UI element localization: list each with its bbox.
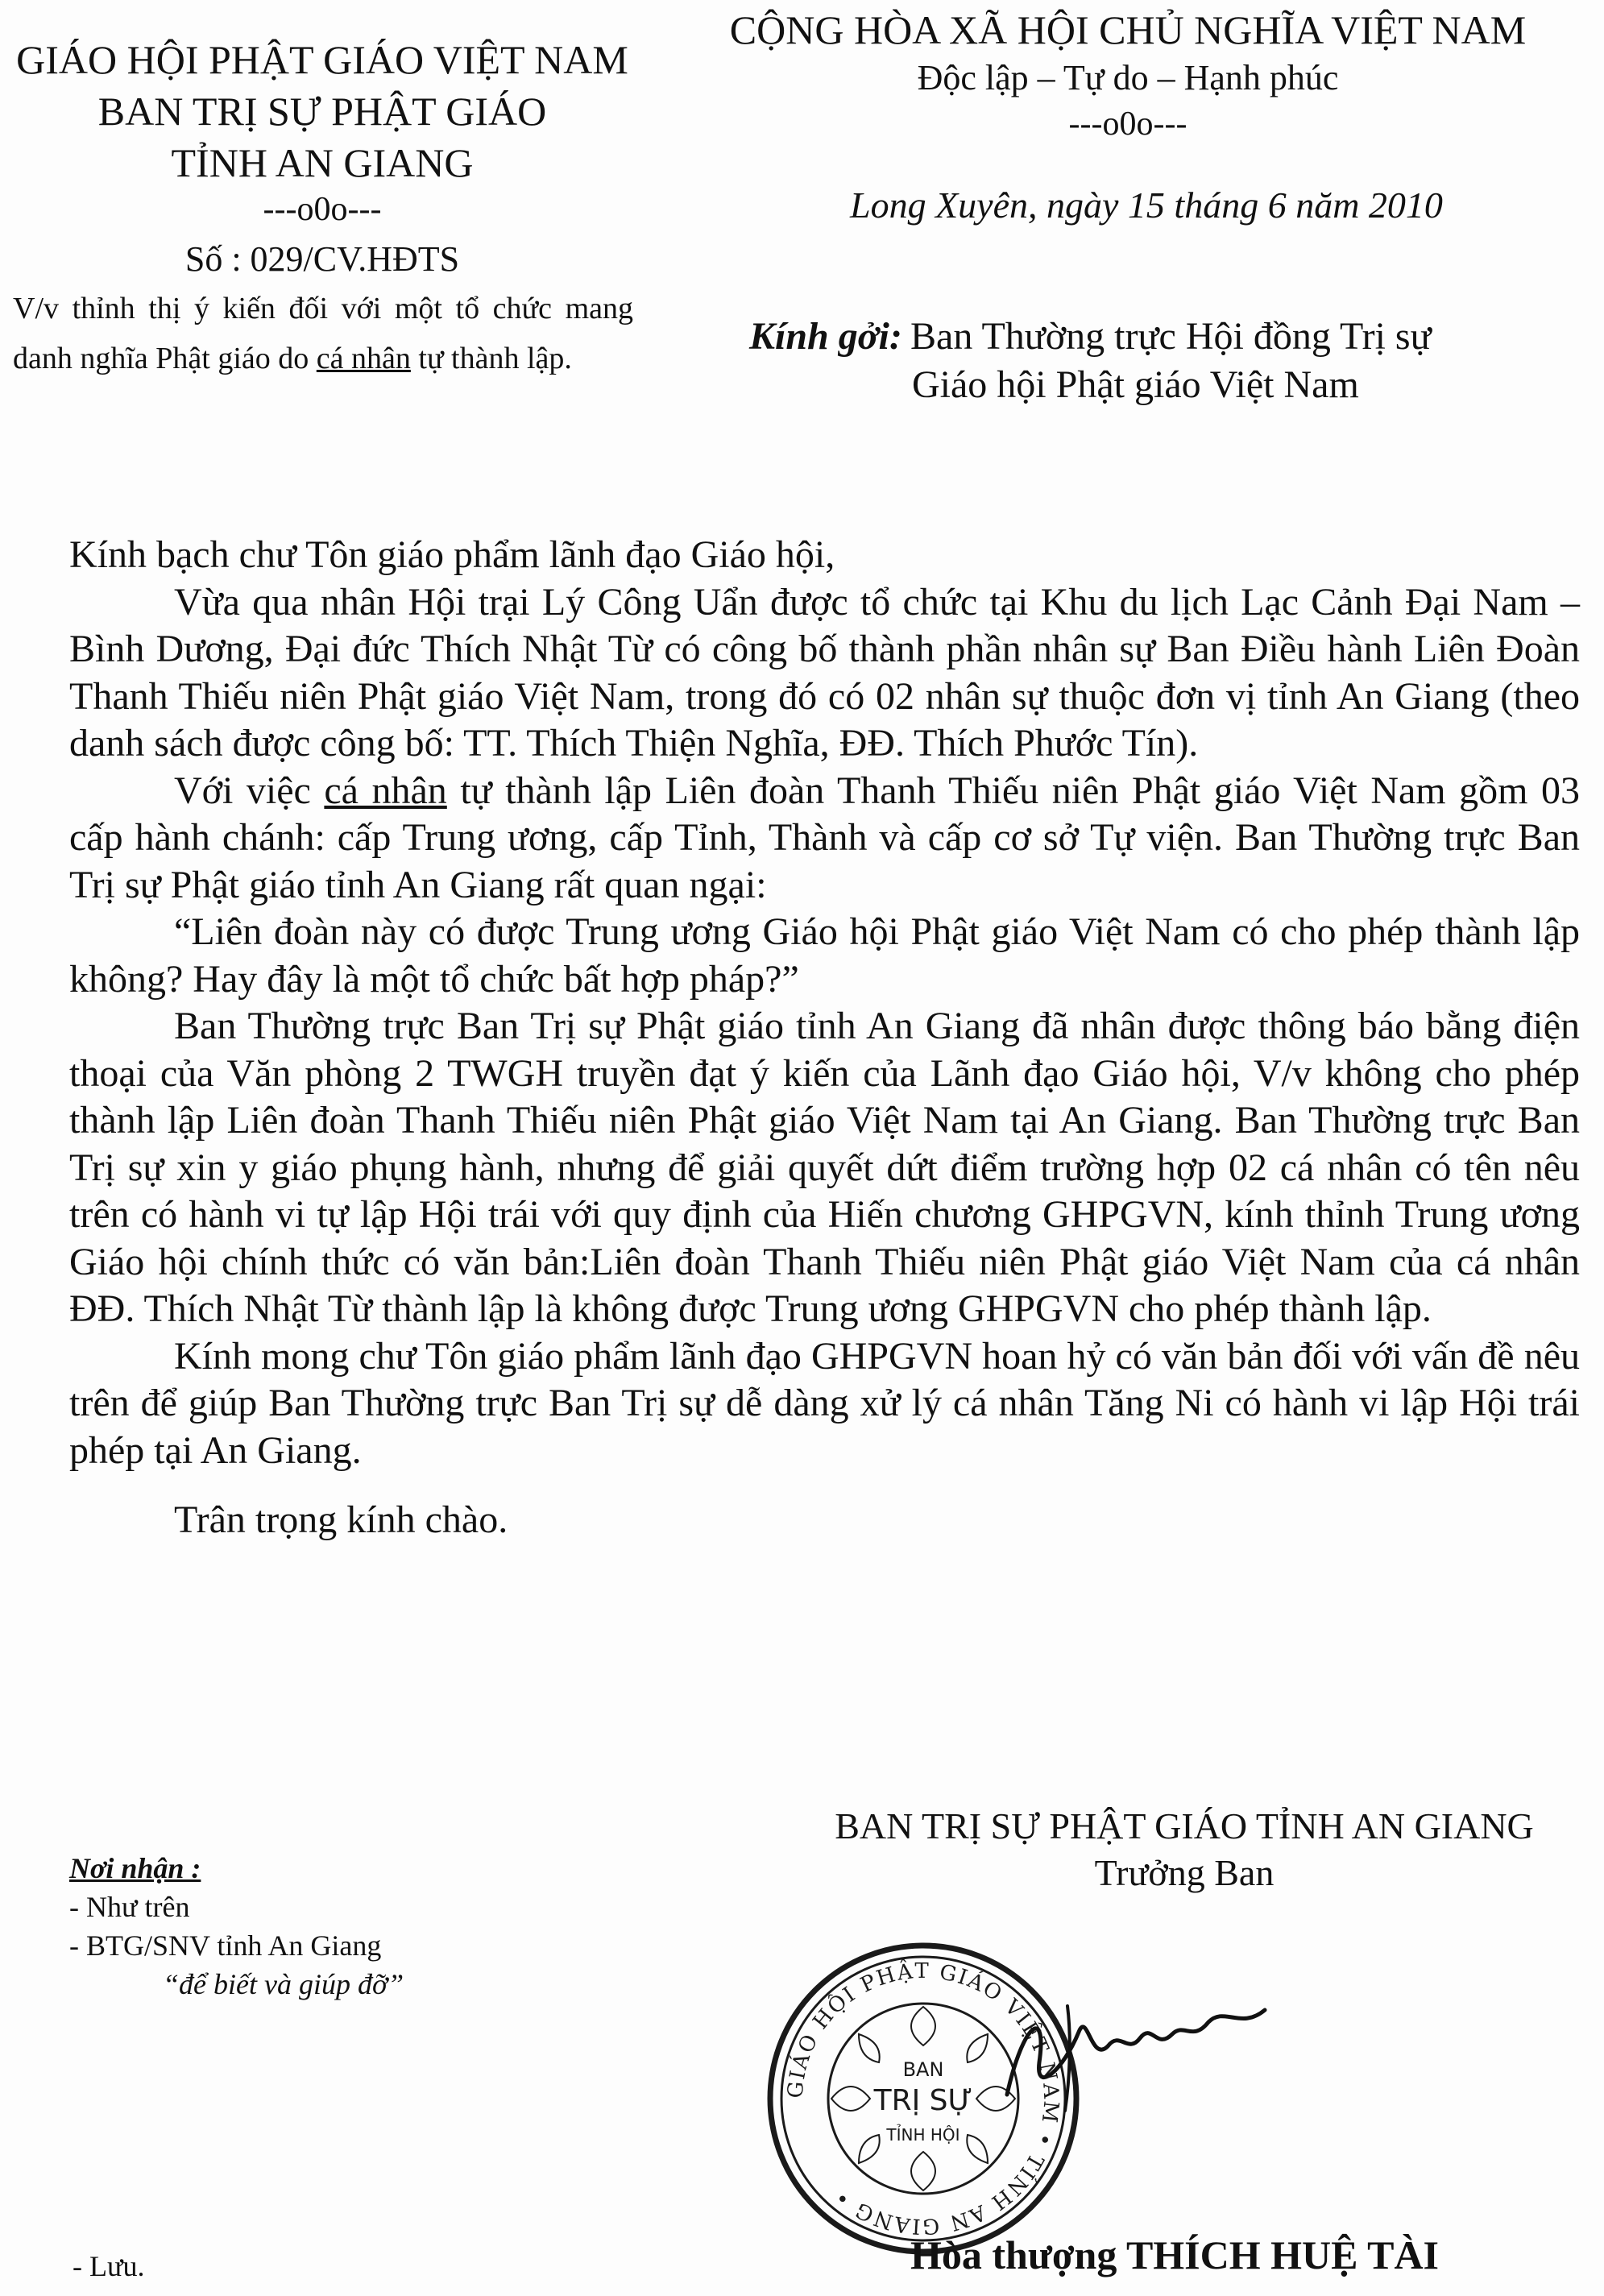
paragraph-2 xyxy=(69,768,1580,910)
addressee-line-2: Giáo hội Phật giáo Việt Nam xyxy=(912,363,1359,406)
seal-center-line-1: BAN xyxy=(902,2058,944,2081)
paragraph-5: Kính mong chư Tôn giáo phẩm lãnh đạo GHPGVN hoan hỷ có văn bản đối với vấn đề nêu trên để giúp Ban Thường trực Ban Trị sự dễ dàng xử lý cá nhân Tăng Ni có hành vi lập Hội trái phép tại An Giang. xyxy=(69,1334,1580,1472)
paragraph-2-underlined: cá nhân xyxy=(324,769,447,812)
paragraph-4: Ban Thường trực Ban Trị sự Phật giáo tỉnh An Giang đã nhân được thông báo bằng điện thoại của Văn phòng 2 TWGH truyền đạt ý kiến của Lãnh đạo Giáo hội, V/v không cho phép thành lập Liên đoàn Thanh Thiếu niên Phật giáo Việt Nam tại An Giang. Ban Thường trực Ban Trị sự xin y giáo phụng hành, nhưng để giải quyết dứt điểm trường hợp 02 cá nhân có tên nêu trên có hành vi tự lập Hội trái với quy định của Hiến chương GHPGVN, kính thỉnh Trung ương Giáo hội chính thức có văn bản:Liên đoàn Thanh Thiếu niên Phật giáo Việt Nam của cá nhân ĐĐ. Thích Nhật Từ thành lập là không được Trung ương GHPGVN cho phép thành lập. xyxy=(69,1005,1580,1330)
org-line-1: GIÁO HỘI PHẬT GIÁO VIỆT NAM xyxy=(16,37,628,82)
document-date: Long Xuyên, ngày 15 tháng 6 năm 2010 xyxy=(850,184,1443,226)
signatory-name: Hòa thượng THÍCH HUỆ TÀI xyxy=(910,2232,1440,2277)
document-number: Số : 029/CV.HĐTS xyxy=(184,239,460,279)
national-motto: Độc lập – Tự do – Hạnh phúc xyxy=(917,58,1339,97)
handwritten-signature xyxy=(991,1974,1281,2119)
addressee-line-1: Ban Thường trực Hội đồng Trị sự xyxy=(910,315,1432,358)
country-name: CỘNG HÒA XÃ HỘI CHỦ NGHĨA VIỆT NAM xyxy=(729,7,1527,52)
distribution-title: Nơi nhận : xyxy=(69,1852,201,1884)
subject-text-1: V/v thỉnh thị ý kiến đối với một tổ chức mang danh nghĩa Phật giáo do xyxy=(13,292,633,375)
salutation: Kính bạch chư Tôn giáo phẩm lãnh đạo Giáo hội, xyxy=(69,533,835,576)
seal-center-line-2: TRỊ SỰ xyxy=(873,2084,973,2117)
signing-organization: BAN TRỊ SỰ PHẬT GIÁO TỈNH AN GIANG xyxy=(835,1805,1534,1846)
closing: Trân trọng kính chào. xyxy=(174,1498,508,1541)
seal-center-line-3: TỈNH HỘI xyxy=(886,2125,960,2145)
paragraph-2-text-b: tự thành lập Liên đoàn Thanh Thiếu niên Phật giáo Việt Nam gồm 03 cấp hành chánh: cấp Trung ương, cấp Tỉnh, Thành và cấp cơ sở Tự viện. Ban Thường trực Ban Trị sự Phật giáo tỉnh An Giang rất quan ngại: xyxy=(69,769,1580,906)
distribution-item-2: - BTG/SNV tỉnh An Giang xyxy=(69,1929,382,1962)
subject-text-2: tự thành lập. xyxy=(410,342,572,375)
seal-ring-text: GIÁO HỘI PHẬT GIÁO VIỆT NAM • TỈNH AN GIANG • xyxy=(783,1958,1063,2239)
archive-note: - Lưu. xyxy=(73,2250,145,2282)
paragraph-2-text-a: Với việc xyxy=(174,769,325,812)
signing-position: Trưởng Ban xyxy=(1094,1852,1274,1893)
distribution-list xyxy=(69,1849,404,2004)
addressee-block xyxy=(749,313,1432,409)
org-line-2: BAN TRỊ SỰ PHẬT GIÁO xyxy=(97,89,547,134)
distribution-item-1: - Như trên xyxy=(69,1891,190,1923)
letter-body xyxy=(69,532,1580,1544)
org-separator: ---o0o--- xyxy=(263,191,382,228)
distribution-note: “để biết và giúp đỡ” xyxy=(163,1968,404,2000)
org-line-3: TỈNH AN GIANG xyxy=(171,140,474,185)
signing-authority xyxy=(790,1803,1579,1896)
subject-underlined: cá nhân xyxy=(316,342,411,375)
paragraph-3-quote: “Liên đoàn này có được Trung ương Giáo hội Phật giáo Việt Nam có cho phép thành lập không? Hay đây là một tổ chức bất hợp pháp?” xyxy=(69,910,1580,1001)
paragraph-1: Vừa qua nhân Hội trại Lý Công Uẩn được tổ chức tại Khu du lịch Lạc Cảnh Đại Nam – Bình Dương, Đại đức Thích Nhật Từ có công bố thành phần nhân sự Ban Điều hành Liên Đoàn Thanh Thiếu niên Phật giáo Việt Nam, trong đó có 02 nhân sự thuộc đơn vị tỉnh An Giang (theo danh sách được công bố: TT. Thích Thiện Nghĩa, ĐĐ. Thích Phước Tín). xyxy=(69,580,1580,765)
national-header xyxy=(677,6,1579,145)
addressee-label: Kính gởi: xyxy=(749,315,902,358)
subject-line xyxy=(13,284,633,383)
motto-separator: ---o0o--- xyxy=(1068,106,1187,143)
issuing-organization xyxy=(0,34,645,284)
